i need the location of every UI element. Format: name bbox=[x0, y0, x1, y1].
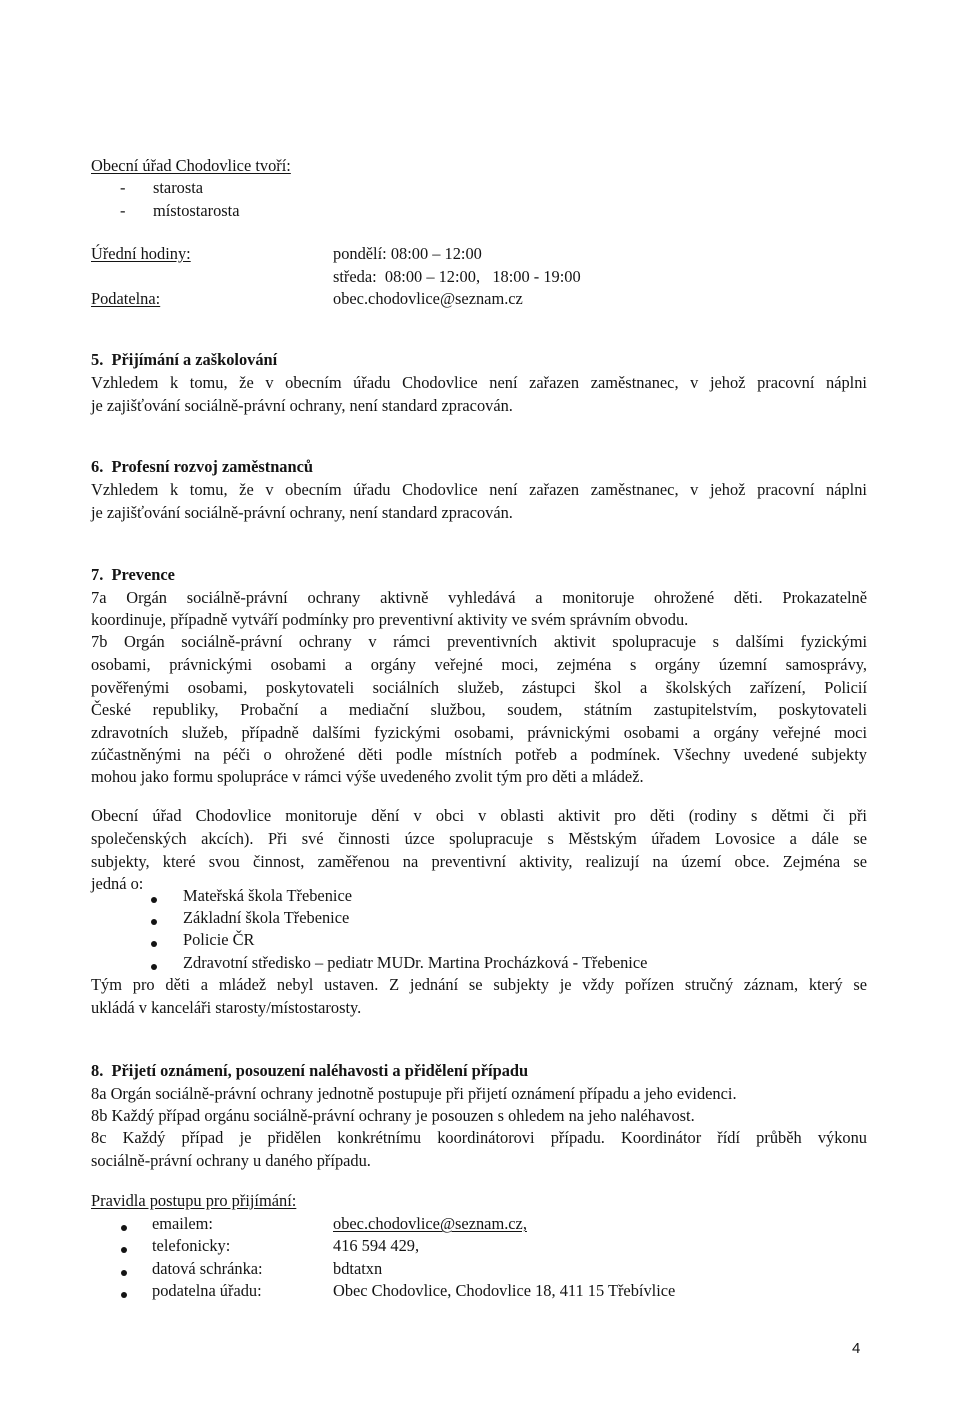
section-8-heading bbox=[91, 1060, 528, 1083]
rule-label-databox: datová schránka: bbox=[152, 1259, 263, 1278]
team-line: Tým pro děti a mládež nebyl ustaven. Z jednání se subjekty je vždy pořízen stručný záznam, který se bbox=[91, 975, 867, 994]
dash-bullet: - bbox=[120, 201, 126, 220]
team-line: ukládá v kanceláři starosty/místostarosty. bbox=[91, 998, 362, 1017]
section-8c-line: sociálně-právní ochrany u daného případu. bbox=[91, 1151, 371, 1170]
section-number: 6. bbox=[91, 457, 104, 476]
partner-item: Zdravotní středisko – pediatr MUDr. Martina Procházková - Třebenice bbox=[183, 953, 648, 972]
bullet-dot bbox=[121, 1247, 127, 1253]
dash-bullet: - bbox=[120, 178, 126, 197]
section-number: 5. bbox=[91, 350, 104, 369]
bullet-dot bbox=[151, 941, 157, 947]
section-7a-line: koordinuje, případně vytváří podmínky pro preventivní aktivity ve svém správním obvodu. bbox=[91, 610, 689, 629]
section-6-line: je zajišťování sociálně-právní ochrany, není standard zpracován. bbox=[91, 503, 513, 522]
section-7b-line: zdravotních služeb, případně dalšími fyzickými osobami, právnickými osobami a orgány veřejné moci bbox=[91, 723, 867, 742]
monitor-line: jedná o: bbox=[91, 874, 144, 893]
member-mistostarosta: místostarosta bbox=[153, 201, 240, 220]
section-7b-line: České republiky, Probační a mediační službou, soudem, státním zastupitelstvím, poskytovateli bbox=[91, 700, 867, 719]
rule-value-phone: 416 594 429, bbox=[333, 1236, 420, 1255]
partner-item: Policie ČR bbox=[183, 930, 255, 949]
section-number: 7. bbox=[91, 565, 104, 584]
office-hours-label: Úřední hodiny: bbox=[91, 244, 191, 263]
section-7a-line: 7a Orgán sociálně-právní ochrany aktivně vyhledává a monitoruje ohrožené děti. Prokazatelně bbox=[91, 588, 867, 607]
rules-heading: Pravidla postupu pro přijímání: bbox=[91, 1191, 297, 1210]
registry-label: Podatelna: bbox=[91, 289, 161, 308]
bullet-dot bbox=[151, 897, 157, 903]
section-7b-line: pověřenými osobami, poskytovateli sociálních služeb, zástupci škol a školských zařízení, Policií bbox=[91, 678, 867, 697]
section-8c-line: 8c Každý případ je přidělen konkrétnímu koordinátorovi případu. Koordinátor řídí průběh výkonu bbox=[91, 1128, 867, 1147]
bullet-dot bbox=[151, 964, 157, 970]
bullet-dot bbox=[121, 1225, 127, 1231]
page-number: 4 bbox=[852, 1340, 861, 1357]
bullet-dot bbox=[151, 919, 157, 925]
section-7b-line: osobami, právnickými osobami a orgány veřejné moci, zejména s orgány územní samosprávy, bbox=[91, 655, 867, 674]
section-7b-line: mohou jako formu spolupráce v rámci výše uvedeného zvolit tým pro děti a mládež. bbox=[91, 767, 644, 786]
section-5-line: Vzhledem k tomu, že v obecním úřadu Chodovlice není zařazen zaměstnanec, v jehož pracovní náplni bbox=[91, 373, 867, 392]
member-starosta: starosta bbox=[153, 178, 204, 197]
section-number: 8. bbox=[91, 1061, 104, 1080]
rule-value-databox: bdtatxn bbox=[333, 1259, 383, 1278]
section-title: Profesní rozvoj zaměstnanců bbox=[111, 457, 314, 476]
section-6-heading bbox=[91, 456, 313, 479]
section-7-heading bbox=[91, 564, 175, 587]
monitor-line: subjekty, které svou činnost, zaměřenou na preventivní aktivity, realizují na území obce. Zejména se bbox=[91, 852, 867, 871]
bullet-dot bbox=[121, 1270, 127, 1276]
office-hours-wednesday: středa: 08:00 – 12:00, 18:00 - 19:00 bbox=[333, 267, 581, 286]
partner-item: Mateřská škola Třebenice bbox=[183, 886, 352, 905]
registry-email[interactable]: obec.chodovlice@seznam.cz bbox=[333, 289, 523, 308]
monitor-line: společenských akcích). Při své činnosti úzce spolupracuje s Městským úřadem Lovosice a dále se bbox=[91, 829, 867, 848]
rule-value-email[interactable]: obec.chodovlice@seznam.cz, bbox=[333, 1214, 527, 1233]
rule-label-registry: podatelna úřadu: bbox=[152, 1281, 262, 1300]
section-5-line: je zajišťování sociálně-právní ochrany, není standard zpracován. bbox=[91, 396, 513, 415]
section-6-line: Vzhledem k tomu, že v obecním úřadu Chodovlice není zařazen zaměstnanec, v jehož pracovní náplni bbox=[91, 480, 867, 499]
rule-value-registry: Obec Chodovlice, Chodovlice 18, 411 15 Třebívlice bbox=[333, 1281, 676, 1300]
section-8b-line: 8b Každý případ orgánu sociálně-právní ochrany je posouzen s ohledem na jeho naléhavost. bbox=[91, 1106, 695, 1125]
section-title: Přijímání a zaškolování bbox=[111, 350, 278, 369]
section-7b-line: 7b Orgán sociálně-právní ochrany v rámci preventivních aktivit spolupracuje s dalšími fyzickými bbox=[91, 632, 867, 651]
office-hours-monday: pondělí: 08:00 – 12:00 bbox=[333, 244, 482, 263]
bullet-dot bbox=[121, 1292, 127, 1298]
section-7b-line: zúčastněnými na péči o ohrožené děti podle místních potřeb a podmínek. Všechny uvedené subjekty bbox=[91, 745, 867, 764]
section-title: Přijetí oznámení, posouzení naléhavosti a přidělení případu bbox=[111, 1061, 529, 1080]
rule-label-email: emailem: bbox=[152, 1214, 213, 1233]
office-heading: Obecní úřad Chodovlice tvoří: bbox=[91, 156, 291, 175]
monitor-line: Obecní úřad Chodovlice monitoruje dění v obci v oblasti aktivit pro děti (rodiny s dětmi či při bbox=[91, 806, 867, 825]
section-title: Prevence bbox=[111, 565, 175, 584]
rule-label-phone: telefonicky: bbox=[152, 1236, 231, 1255]
partner-item: Základní škola Třebenice bbox=[183, 908, 350, 927]
section-8a-line: 8a Orgán sociálně-právní ochrany jednotně postupuje při přijetí oznámení případu a jeho evidenci. bbox=[91, 1084, 737, 1103]
section-5-heading bbox=[91, 349, 277, 372]
